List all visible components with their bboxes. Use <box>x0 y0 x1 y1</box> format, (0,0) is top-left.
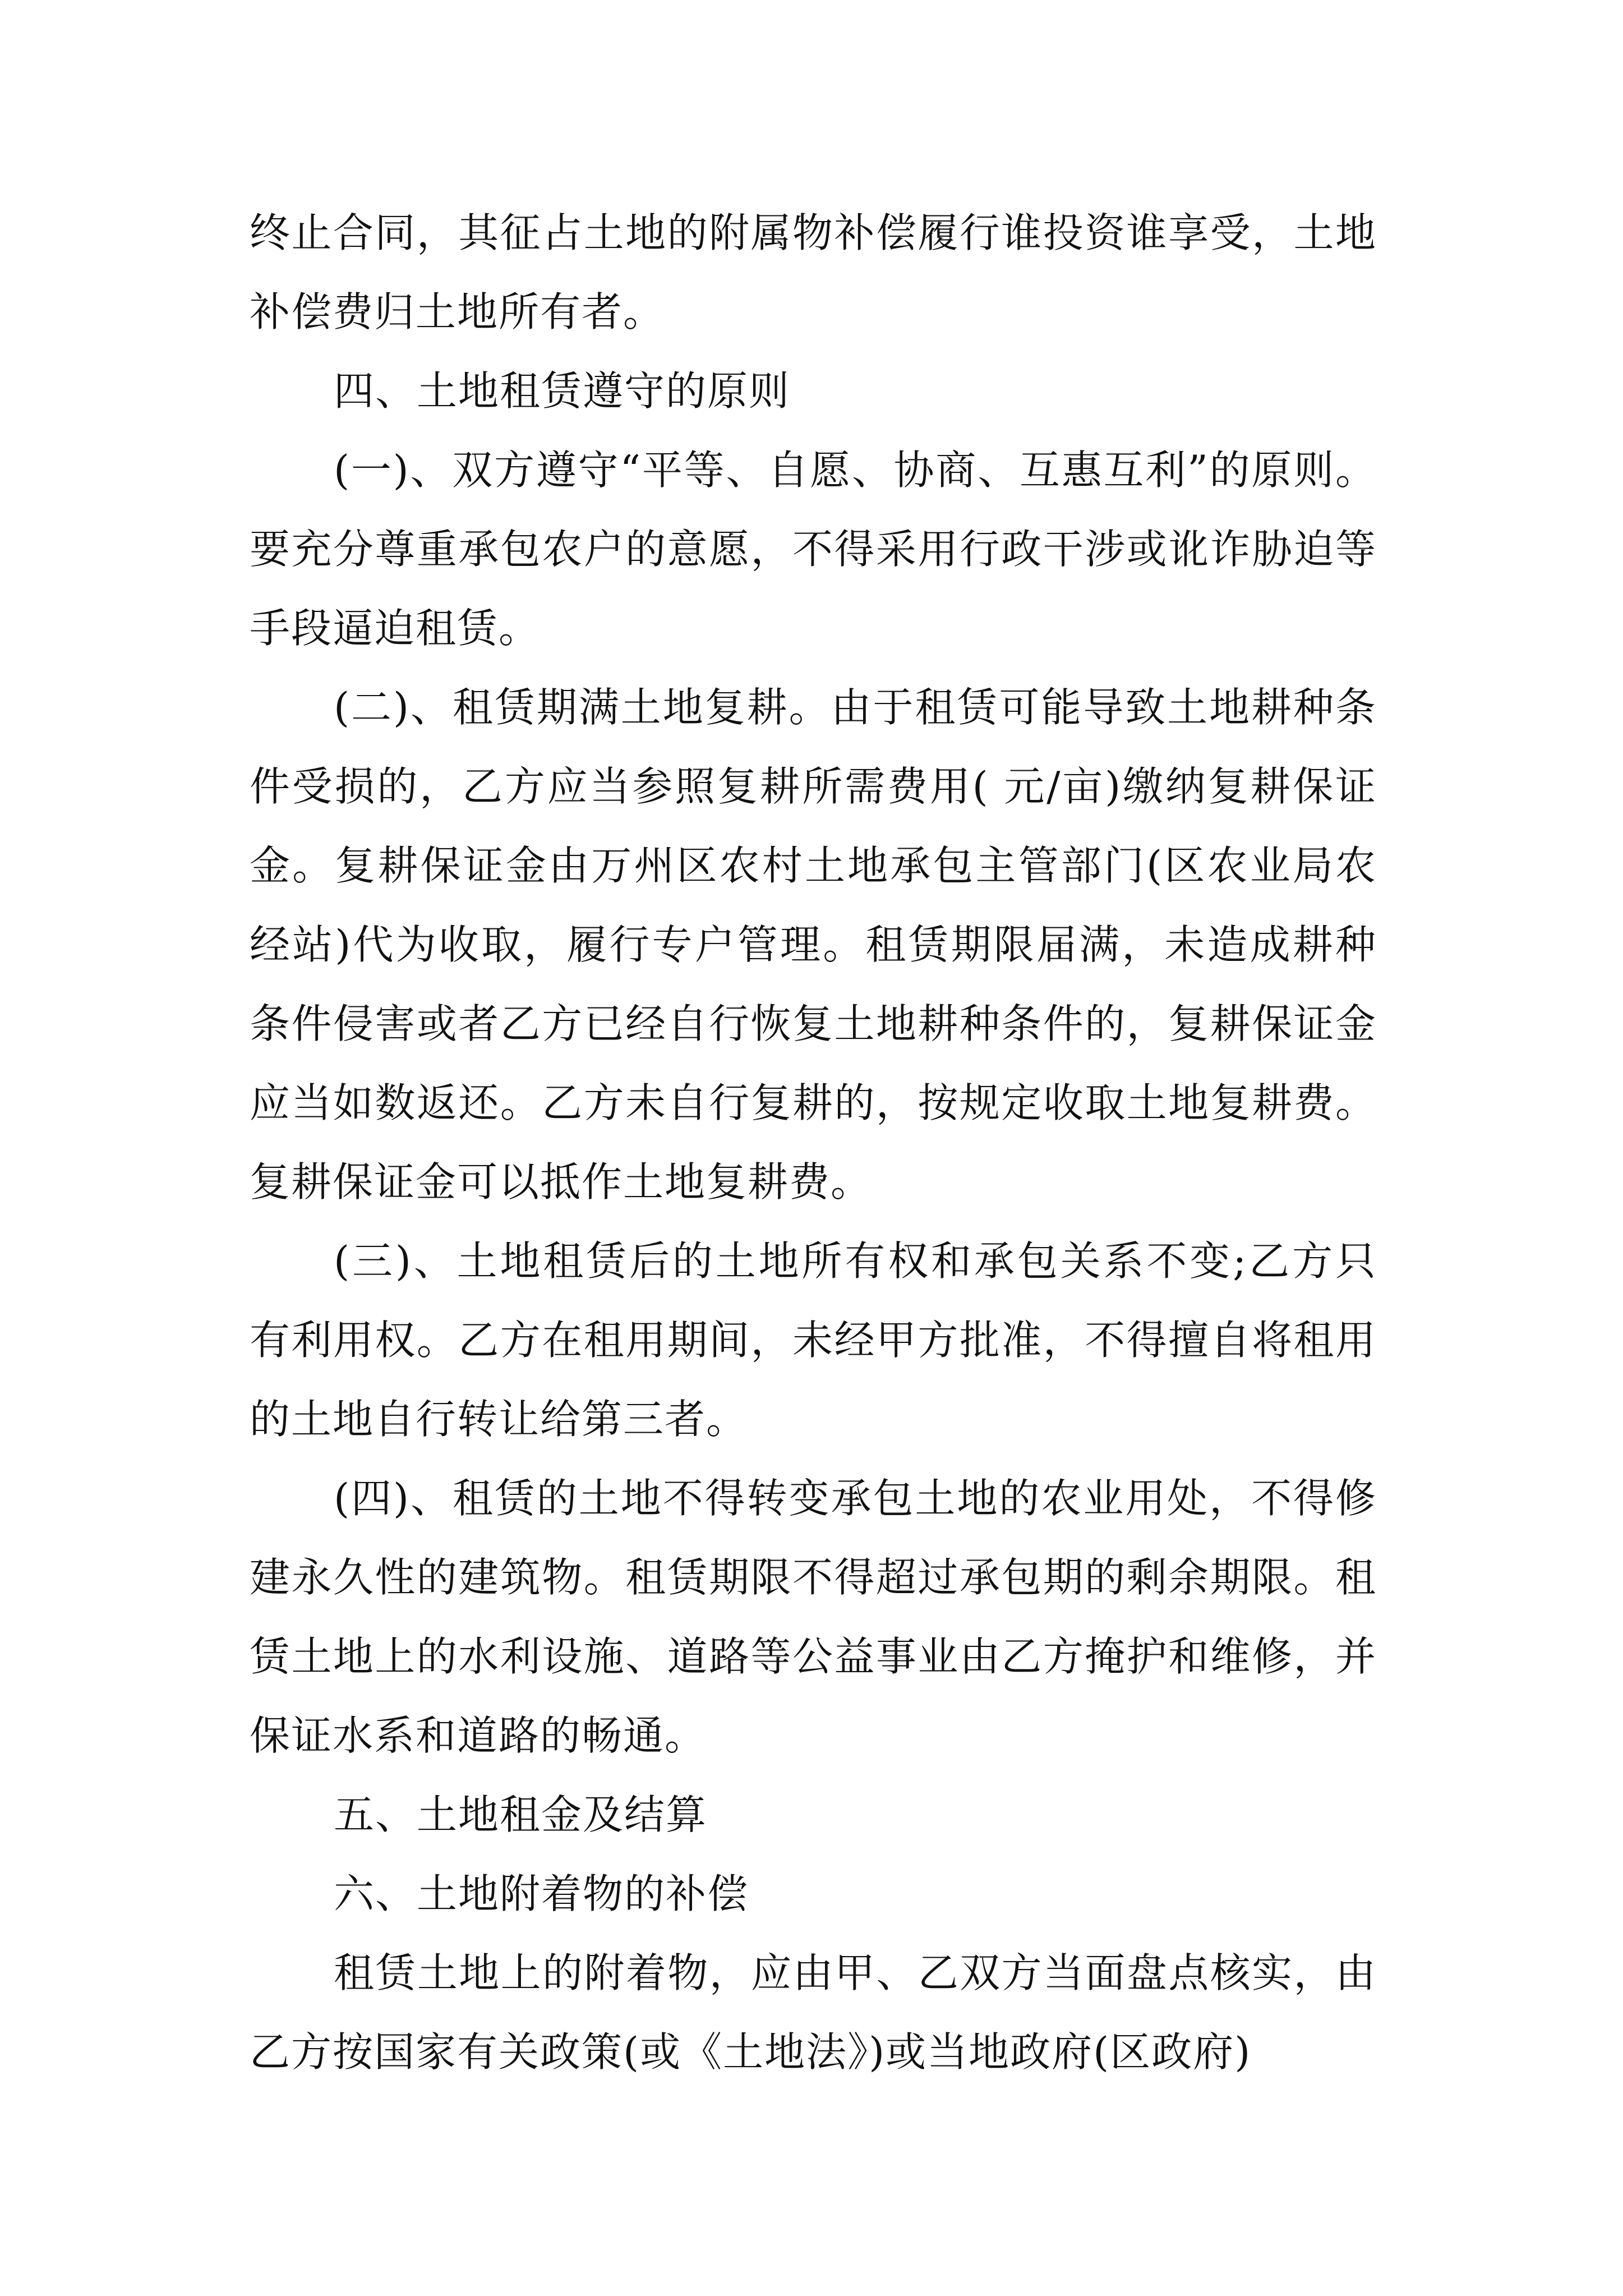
section-heading-4: 四、土地租赁遵守的原则 <box>334 367 791 415</box>
section-heading-6: 六、土地附着物的补偿 <box>334 1870 749 1917</box>
clause-4: (四)、租赁的土地不得转变承包土地的农业用处，不得修建永久性的建筑物。租赁期限不得超过承包期的剩余期限。租赁土地上的水利设施、道路等公益事业由乙方掩护和维修，并保证水系和道路的畅通。 <box>250 1475 1377 1759</box>
clause-1: (一)、双方遵守“平等、自愿、协商、互惠互利”的原则。要充分尊重承包农户的意愿，不得采用行政干涉或讹诈胁迫等手段逼迫租赁。 <box>250 447 1377 652</box>
paragraph-1: 终止合同，其征占土地的附属物补偿履行谁投资谁享受，土地补偿费归土地所有者。 <box>250 209 1377 335</box>
section-heading-5: 五、土地租金及结算 <box>334 1791 708 1838</box>
paragraph-last: 租赁土地上的附着物，应由甲、乙双方当面盘点核实，由乙方按国家有关政策(或《土地法》)或当地政府(区政府) <box>250 1949 1377 2076</box>
clause-3: (三)、土地租赁后的土地所有权和承包关系不变;乙方只有利用权。乙方在租用期间，未经甲方批准，不得擅自将租用的土地自行转让给第三者。 <box>250 1237 1377 1443</box>
clause-2: (二)、租赁期满土地复耕。由于租赁可能导致土地耕种条件受损的，乙方应当参照复耕所需费用( 元/亩)缴纳复耕保证金。复耕保证金由万州区农村土地承包主管部门(区农业局农经站)代为收取，履行专户管理。租赁期限届满，未造成耕种条件侵害或者乙方已经自行恢复土地耕种条件的，复耕保证金应当如数返还。乙方未自行复耕的，按规定收取土地复耕费。复耕保证金可以抵作土地复耕费。 <box>250 684 1377 1205</box>
document-body <box>250 194 1377 2092</box>
